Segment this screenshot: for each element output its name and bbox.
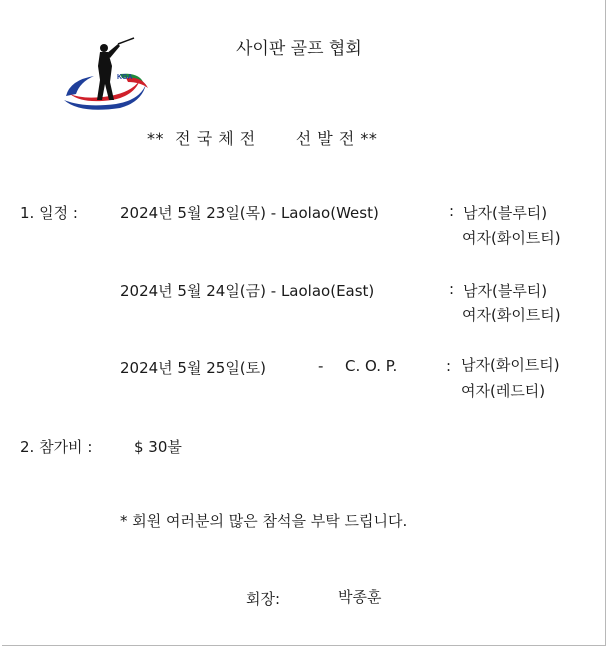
schedule-row-3-course: C. O. P. [345, 357, 398, 375]
schedule-row-3-colon: : [446, 357, 452, 375]
title-part-2: 선 발 전 ** [295, 129, 378, 148]
schedule-row-2-women: 여자(화이트티) [462, 306, 561, 324]
schedule-row-1-women: 여자(화이트티) [462, 229, 561, 247]
svg-text:KGA: KGA [117, 74, 133, 81]
president-name: 박종훈 [338, 588, 382, 606]
title-part-1: ** 전 국 체 전 [147, 129, 256, 148]
organization-name: 사이판 골프 협회 [236, 39, 362, 59]
president-label: 회장: [246, 590, 281, 608]
fee-label: 2. 참가비 : [20, 438, 93, 456]
schedule-row-2-men: 남자(블루티) [463, 282, 548, 300]
schedule-row-3-men: 남자(화이트티) [461, 356, 560, 374]
fee-value: $ 30불 [134, 438, 182, 456]
schedule-row-2-colon: : [449, 280, 455, 298]
attendance-note: * 회원 여러분의 많은 참석을 부탁 드립니다. [120, 512, 408, 530]
schedule-label: 1. 일정 : [20, 204, 78, 222]
document-title [147, 126, 377, 149]
schedule-row-1-date: 2024년 5월 23일(목) - Laolao(West) [120, 204, 379, 222]
schedule-row-1-colon: : [449, 202, 455, 220]
schedule-row-3-women: 여자(레드티) [461, 382, 546, 400]
schedule-row-3-date: 2024년 5월 25일(토) [120, 359, 267, 377]
schedule-row-2-date: 2024년 5월 24일(금) - Laolao(East) [120, 282, 375, 300]
document-page [2, 0, 606, 646]
schedule-row-3-dash: - [318, 357, 324, 375]
schedule-row-1-men: 남자(블루티) [463, 204, 548, 222]
golf-association-logo [60, 36, 152, 116]
